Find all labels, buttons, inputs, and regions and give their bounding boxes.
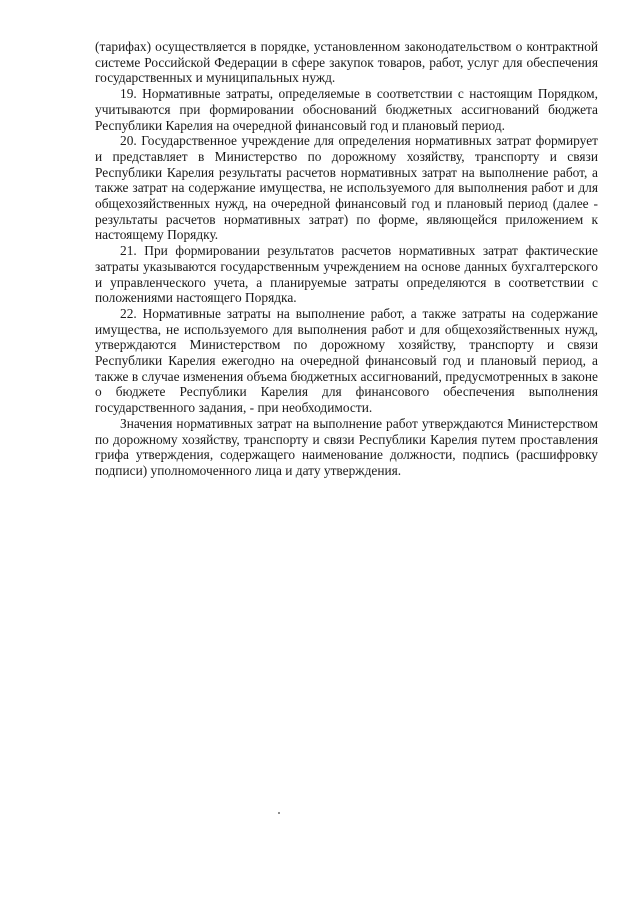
scan-speck [278,812,280,814]
paragraph-continuation: (тарифах) осуществляется в порядке, установленном законодательством о контрактной системе Российской Федерации в сфере закупок товаров, работ, услуг для обеспечения государственных и муниципальных нужд. [95,39,598,86]
paragraph-22: 22. Нормативные затраты на выполнение работ, а также затраты на содержание имущества, не используемого для выполнения работ и для общехозяйственных нужд, утверждаются Министерством по дорожному хозяйству, транспорту и связи Республики Карелия ежегодно на очередной финансовый год и плановый период, а также в случае изменения объема бюджетных ассигнований, предусмотренных в законе о бюджете Республики Карелия для финансового обеспечения выполнения государственного задания, - при необходимости. [95,305,598,416]
document-body [95,39,598,479]
paragraph-approval: Значения нормативных затрат на выполнение работ утверждаются Министерством по дорожному хозяйству, транспорту и связи Республики Карелия путем проставления грифа утверждения, содержащего наименование должности, подпись (расшифровку подписи) уполномоченного лица и дату утверждения. [95,415,598,478]
paragraph-19: 19. Нормативные затраты, определяемые в соответствии с настоящим Порядком, учитываются при формировании обоснований бюджетных ассигнований бюджета Республики Карелия на очередной финансовый год и плановый период. [95,86,598,133]
paragraph-20: 20. Государственное учреждение для определения нормативных затрат формирует и представляет в Министерство по дорожному хозяйству, транспорту и связи Республики Карелия результаты расчетов нормативных затрат на выполнение работ, а также затрат на содержание имущества, не используемого для выполнения работ и для общехозяйственных нужд, на очередной финансовый год и плановый период (далее - результаты расчетов нормативных затрат) по форме, являющейся приложением к настоящему Порядку. [95,133,598,243]
paragraph-21: 21. При формировании результатов расчетов нормативных затрат фактические затраты указываются государственным учреждением на основе данных бухгалтерского и управленческого учета, а планируемые затраты определяются в соответствии с положениями настоящего Порядка. [95,243,598,306]
